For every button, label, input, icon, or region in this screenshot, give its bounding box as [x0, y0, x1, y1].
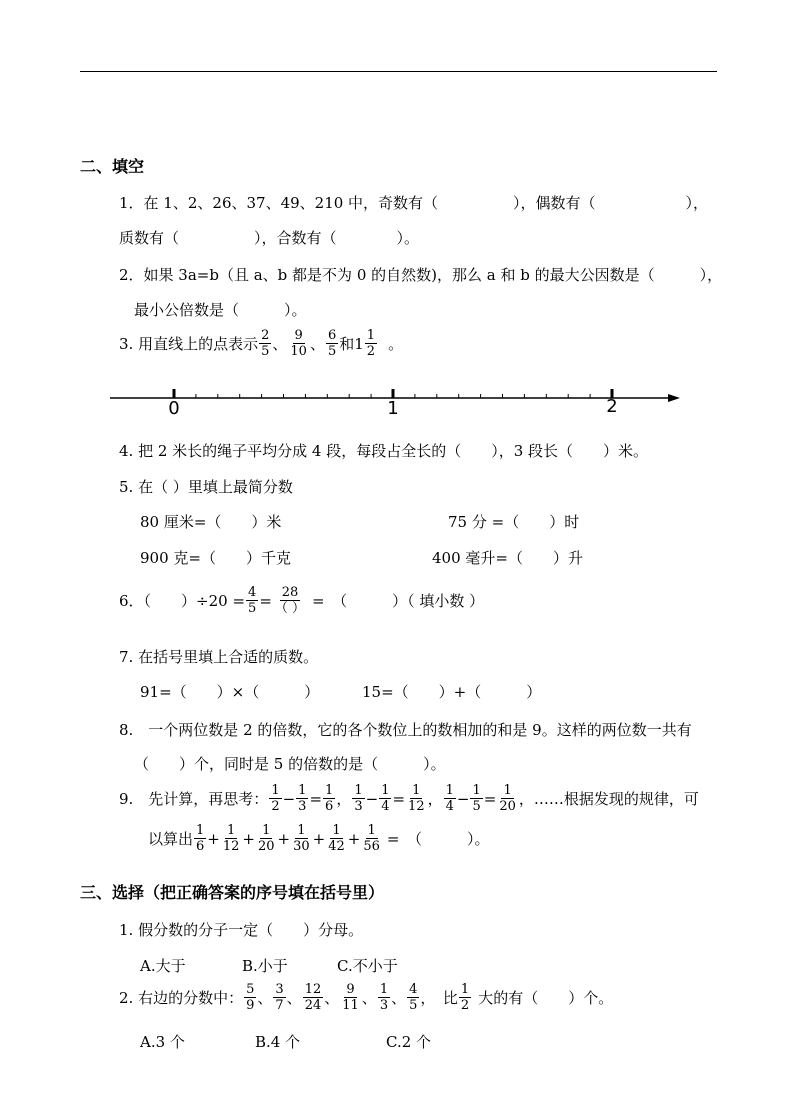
q5-item-a: 80 厘米=（ ）米 [140, 513, 282, 531]
q6-line [119, 585, 484, 616]
q8-line2: （ ）个，同时是 5 的倍数的是（ ）。 [134, 755, 446, 773]
separator: 、 [309, 335, 325, 353]
fraction-6-5: $\frac{6}{5}$ [327, 328, 337, 359]
s3-q2-option-a: A.3 个 [140, 1033, 185, 1051]
number-line-label-1: 1 [387, 398, 399, 418]
q2-line2: 最小公倍数是（ ）。 [134, 301, 307, 319]
s3-q1-option-a: A.大于 [140, 957, 186, 975]
s3-q2-prefix: 2. 右边的分数中： [119, 989, 244, 1007]
q6-suffix: = （ ）（ 填小数 ） [312, 592, 485, 610]
q9-line1: 9. 先计算，再思考： $\frac{1}{2}$ − $\frac{1}{3}$ = $\frac{1}{6}$ ， $\frac{1}{3}$ − $\frac{1}{4}$ = $\frac{1}{12}$ ， $\frac{1}{4}$ − $\frac{1}{5}$ = $\frac{1}{20}$ ， ……根据发现的规律，可 [119, 783, 699, 814]
s3-q1-option-b: B.小于 [242, 957, 288, 975]
q9-suffix: ……根据发现的规律，可 [533, 790, 699, 808]
section-3-title: 三、选择（把正确答案的序号填在括号里） [80, 883, 385, 902]
fraction-9-10: $\frac{9}{10}$ [290, 328, 307, 359]
section-2-title: 二、填空 [80, 157, 145, 176]
q9-prefix: 9. 先计算，再思考： [119, 790, 269, 808]
q9-line2-prefix: 以算出 [148, 830, 194, 848]
s3-q2-line: 2. 右边的分数中： $\frac{5}{9}$ 、 $\frac{3}{7}$ 、 $\frac{12}{24}$ 、 $\frac{9}{11}$ 、 $\frac{1}{3}$ 、 $\frac{4}{5}$ ， 比 $\frac{1}{2}$ 大的有（ ）个。 [119, 982, 614, 1013]
s3-q2-option-b: B.4 个 [255, 1033, 301, 1051]
q7-item-b: 15=（ ）+（ ） [362, 683, 542, 701]
s3-q2-option-c: C.2 个 [386, 1033, 432, 1051]
q5-item-d: 400 毫升=（ ）升 [432, 549, 583, 567]
s3-q2-suffix: 大的有（ ）个。 [478, 989, 614, 1007]
number-line-label-2: 2 [606, 396, 618, 417]
fraction-28-blank: $\frac{28}{( )}$ [274, 585, 306, 616]
mixed-number-1-1-2: 1 $\frac{1}{2}$ [354, 328, 376, 359]
number-line-label-0: 0 [168, 398, 180, 418]
q3-prefix: 3. 用直线上的点表示 [119, 335, 259, 353]
q5-item-c: 900 克=（ ）千克 [140, 549, 291, 567]
q1-line1: 1．在 1、2、26、37、49、210 中，奇数有（ ），偶数有（ ）， [119, 194, 709, 212]
period: 。 [388, 335, 404, 353]
header-rule [80, 71, 717, 72]
q2-line1: 2．如果 3a=b（且 a、b 都是不为 0 的自然数)，那么 a 和 b 的最大公因数是（ ）， [119, 266, 723, 284]
q8-line1: 8. 一个两位数是 2 的倍数，它的各个数位上的数相加的和是 9。这样的两位数一共有 [119, 721, 692, 739]
q6-prefix: 6．（ ）÷20 = [119, 592, 246, 610]
q7-item-a: 91=（ ）×（ ） [140, 683, 320, 701]
fraction-2-5: $\frac{2}{5}$ [261, 328, 270, 359]
s3-q1-option-c: C.不小于 [337, 957, 398, 975]
equals-sign: = [259, 591, 272, 610]
s3-q1: 1. 假分数的分子一定（ ）分母。 [119, 921, 364, 939]
q3-line [119, 328, 403, 359]
number-line [100, 378, 690, 418]
q1-line2: 质数有（ ），合数有（ ）。 [119, 229, 420, 247]
fraction-4-5: $\frac{4}{5}$ [248, 585, 257, 616]
q9-line2: 以算出 $\frac{1}{6}$ + $\frac{1}{12}$ + $\frac{1}{20}$ + $\frac{1}{30}$ + $\frac{1}{42}$ + $\frac{1}{56}$ = （ ）。 [148, 823, 490, 854]
q4: 4. 把 2 米长的绳子平均分成 4 段，每段占全长的（ ），3 段长（ ）米。 [119, 442, 649, 460]
q9-line2-suffix: = （ ）。 [386, 830, 490, 848]
separator: 和 [339, 335, 355, 353]
q5-item-b: 75 分 =（ ）时 [448, 513, 580, 531]
q5: 5. 在（ ）里填上最简分数 [119, 478, 293, 496]
separator: 、 [272, 335, 288, 353]
q7: 7. 在括号里填上合适的质数。 [119, 648, 319, 666]
